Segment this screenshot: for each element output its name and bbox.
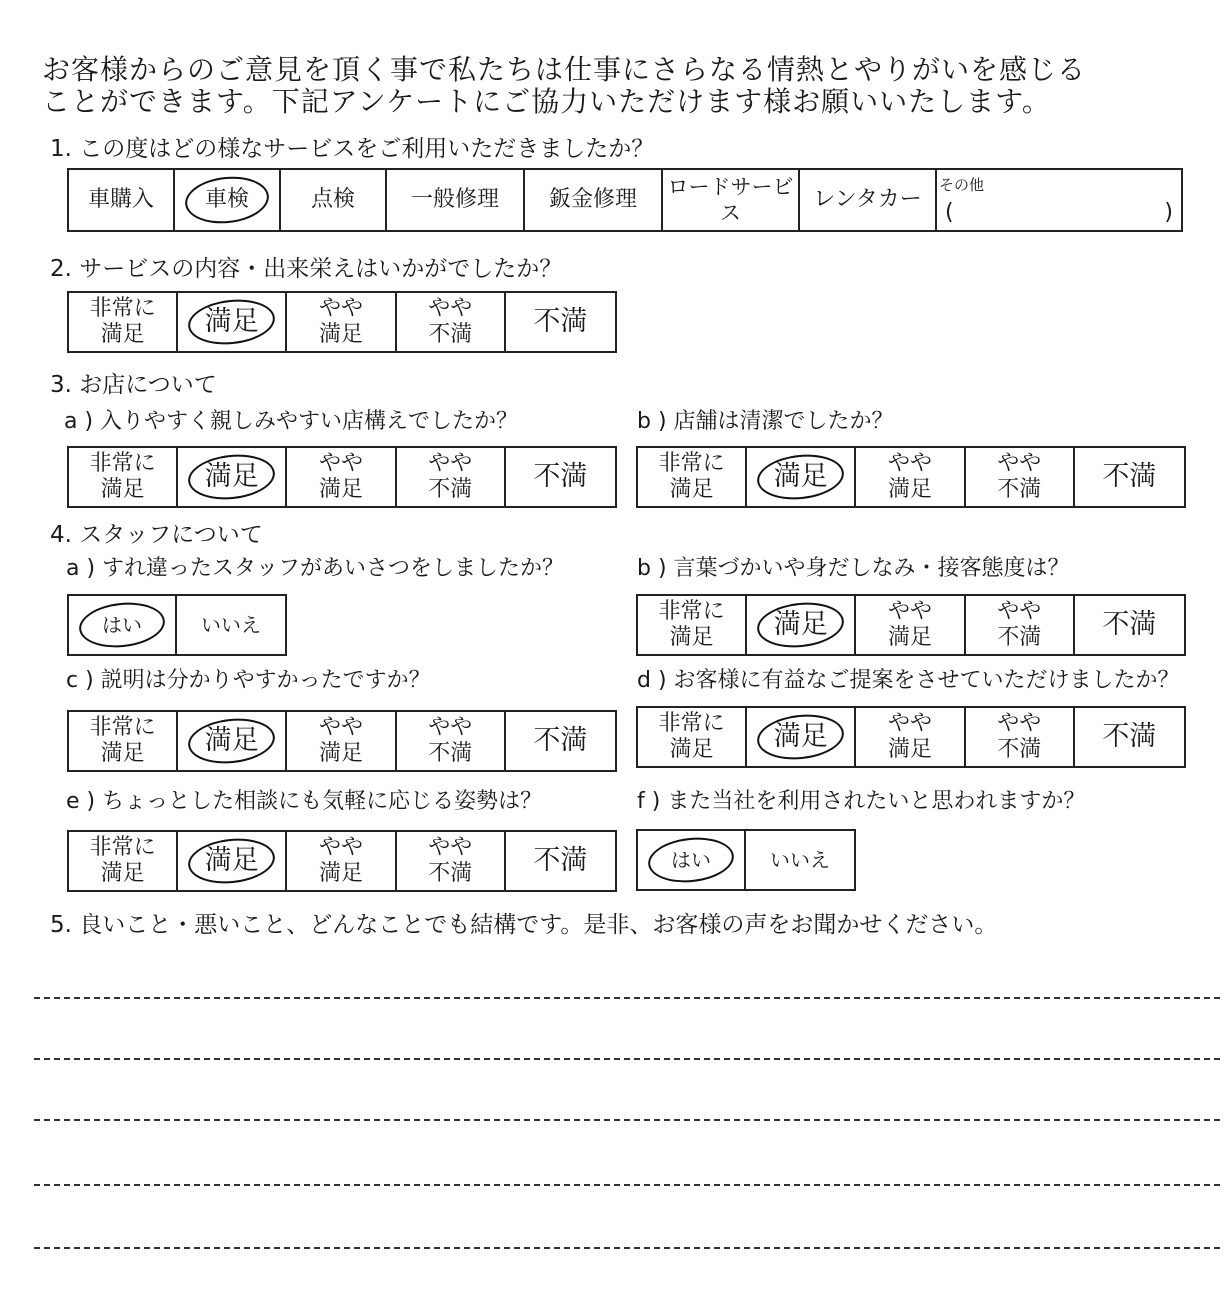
q4-title: 4. スタッフについて xyxy=(50,522,263,548)
q4a-option-yes[interactable]: はい xyxy=(69,596,177,654)
q4b-option-very-satisfied[interactable]: 非常に 満足 xyxy=(638,596,747,654)
comment-line[interactable] xyxy=(34,1184,1220,1186)
comment-line[interactable] xyxy=(34,1119,1220,1121)
q2-option-somewhat-dissatisfied[interactable]: やや 不満 xyxy=(397,293,506,351)
q4b-option-satisfied[interactable]: 満足 xyxy=(747,596,856,654)
q4f-title: f ) また当社を利用されたいと思われますか？ xyxy=(637,789,1086,814)
q4c-option-dissatisfied[interactable]: 不満 xyxy=(533,725,588,756)
q1-other-label: その他 xyxy=(939,176,985,194)
q3a-option-very-satisfied[interactable]: 非常に 満足 xyxy=(69,448,178,506)
q4e-rating xyxy=(67,830,617,892)
intro-text xyxy=(42,54,1217,118)
q1-option[interactable]: レンタカー xyxy=(800,170,937,230)
q3-title: 3. お店について xyxy=(50,372,217,398)
q3a-title: a ) 入りやすく親しみやすい店構えでしたか？ xyxy=(64,409,519,434)
q4d-title: d ) お客様に有益なご提案をさせていただけましたか？ xyxy=(637,668,1180,693)
q1-other-paren-close: ) xyxy=(1164,200,1173,225)
q4b-title: b ) 言葉づかいや身だしなみ・接客態度は？ xyxy=(637,556,1070,581)
q3b-option-somewhat-satisfied[interactable]: やや 満足 xyxy=(856,448,965,506)
q1-other-paren-open: ( xyxy=(945,200,954,225)
q4f-option-yes[interactable]: はい xyxy=(638,831,746,889)
q4e-option-satisfied[interactable]: 満足 xyxy=(178,832,287,890)
q4d-option-somewhat-satisfied[interactable]: やや 満足 xyxy=(856,708,965,766)
comment-line[interactable] xyxy=(34,997,1220,999)
q4d-option-satisfied[interactable]: 満足 xyxy=(747,708,856,766)
q3b-title: b ) 店舗は清潔でしたか？ xyxy=(637,409,894,434)
q4e-option-somewhat-dissatisfied[interactable]: やや 不満 xyxy=(397,832,506,890)
q1-option-other[interactable] xyxy=(937,170,1181,230)
q4d-option-somewhat-dissatisfied[interactable]: やや 不満 xyxy=(966,708,1075,766)
q4f-yesno xyxy=(636,829,856,891)
q1-option[interactable]: 点検 xyxy=(281,170,387,230)
q1-title: 1. この度はどの様なサービスをご利用いただきましたか？ xyxy=(50,136,655,162)
q4c-option-somewhat-satisfied[interactable]: やや 満足 xyxy=(287,712,396,770)
q4b-option-somewhat-dissatisfied[interactable]: やや 不満 xyxy=(966,596,1075,654)
q3a-option-somewhat-dissatisfied[interactable]: やや 不満 xyxy=(397,448,506,506)
q1-option[interactable]: 一般修理 xyxy=(387,170,525,230)
q3a-rating xyxy=(67,446,617,508)
q4a-option-no[interactable]: いいえ xyxy=(201,613,261,637)
q1-option[interactable]: 車購入 xyxy=(69,170,175,230)
q4b-option-somewhat-satisfied[interactable]: やや 満足 xyxy=(856,596,965,654)
q4f-option-no[interactable]: いいえ xyxy=(770,848,830,872)
q3b-option-dissatisfied[interactable]: 不満 xyxy=(1102,461,1157,492)
q2-option-somewhat-satisfied[interactable]: やや 満足 xyxy=(287,293,396,351)
comment-line[interactable] xyxy=(34,1247,1220,1249)
q4c-rating xyxy=(67,710,617,772)
q4b-rating xyxy=(636,594,1186,656)
q4c-option-very-satisfied[interactable]: 非常に 満足 xyxy=(69,712,178,770)
q1-option[interactable]: 車検 xyxy=(175,170,281,230)
q4d-option-very-satisfied[interactable]: 非常に 満足 xyxy=(638,708,747,766)
q2-option-satisfied[interactable]: 満足 xyxy=(178,293,287,351)
q4a-yesno xyxy=(67,594,287,656)
q4a-title: a ) すれ違ったスタッフがあいさつをしましたか？ xyxy=(66,556,565,581)
q3b-option-somewhat-dissatisfied[interactable]: やや 不満 xyxy=(966,448,1075,506)
q2-option-very-satisfied[interactable]: 非常に 満足 xyxy=(69,293,178,351)
q4e-option-very-satisfied[interactable]: 非常に 満足 xyxy=(69,832,178,890)
q4c-option-satisfied[interactable]: 満足 xyxy=(178,712,287,770)
intro-line-2: ことができます。下記アンケートにご協力いただけます様お願いいたします。 xyxy=(42,85,1051,118)
q4e-title: e ) ちょっとした相談にも気軽に応じる姿勢は？ xyxy=(66,789,543,814)
q3a-option-satisfied[interactable]: 満足 xyxy=(178,448,287,506)
q4c-title: c ) 説明は分かりやすかったですか？ xyxy=(66,668,431,693)
q2-title: 2. サービスの内容・出来栄えはいかがでしたか？ xyxy=(50,256,563,282)
q1-option[interactable]: 鈑金修理 xyxy=(525,170,663,230)
q2-rating xyxy=(67,291,617,353)
q5-title: 5. 良いこと・悪いこと、どんなことでも結構です。是非、お客様の声をお聞かせください。 xyxy=(50,912,998,938)
q3b-option-satisfied[interactable]: 満足 xyxy=(747,448,856,506)
q1-service-options xyxy=(67,168,1183,232)
q4d-option-dissatisfied[interactable]: 不満 xyxy=(1102,721,1157,752)
q4e-option-dissatisfied[interactable]: 不満 xyxy=(533,845,588,876)
comment-line[interactable] xyxy=(34,1058,1220,1060)
q4b-option-dissatisfied[interactable]: 不満 xyxy=(1102,609,1157,640)
q4d-rating xyxy=(636,706,1186,768)
q3b-rating xyxy=(636,446,1186,508)
q3b-option-very-satisfied[interactable]: 非常に 満足 xyxy=(638,448,747,506)
q4c-option-somewhat-dissatisfied[interactable]: やや 不満 xyxy=(397,712,506,770)
q3a-option-somewhat-satisfied[interactable]: やや 満足 xyxy=(287,448,396,506)
intro-line-1: お客様からのご意見を頂く事で私たちは仕事にさらなる情熱とやりがいを感じる xyxy=(42,53,1087,86)
q3a-option-dissatisfied[interactable]: 不満 xyxy=(533,461,588,492)
q1-option[interactable]: ロードサービス xyxy=(663,170,800,230)
q2-option-dissatisfied[interactable]: 不満 xyxy=(533,306,588,337)
q4e-option-somewhat-satisfied[interactable]: やや 満足 xyxy=(287,832,396,890)
